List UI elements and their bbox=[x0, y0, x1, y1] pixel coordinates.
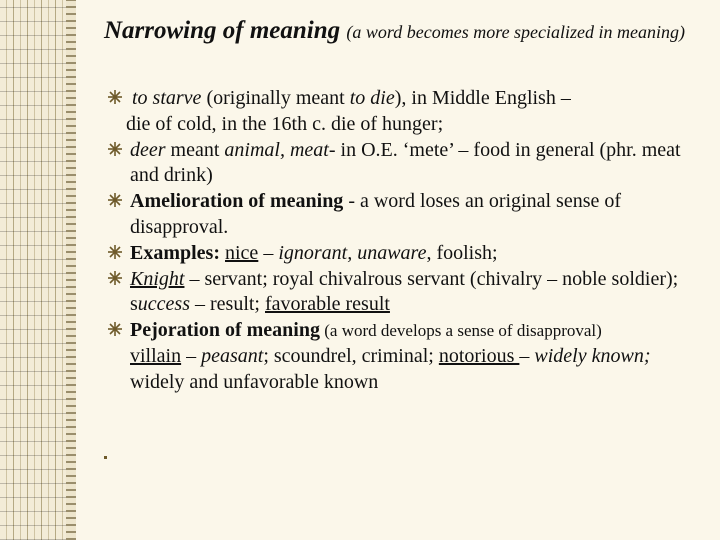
slide-title bbox=[104, 14, 704, 49]
asterisk-ornament-icon bbox=[108, 193, 122, 207]
list-item: Knight – servant; royal chivalrous servant (chivalry – noble soldier); success – result; favorable result bbox=[108, 267, 708, 319]
list-item: Amelioration of meaning - a word loses an original sense of disapproval. bbox=[108, 189, 708, 241]
stray-dot bbox=[104, 456, 107, 459]
title-main: Narrowing of meaning bbox=[104, 17, 341, 44]
bullet-list bbox=[108, 86, 708, 396]
asterisk-ornament-icon bbox=[108, 245, 122, 259]
title-note: (a word becomes more specialized in meaning) bbox=[346, 22, 686, 42]
decorative-border bbox=[0, 0, 76, 540]
asterisk-ornament-icon bbox=[108, 142, 122, 156]
list-item: Examples: nice – ignorant, unaware, foolish; bbox=[108, 241, 708, 267]
list-item: deer meant animal, meat- in O.E. ‘mete’ – food in general (phr. meat and drink) bbox=[108, 138, 708, 190]
list-item: Pejoration of meaning (a word develops a sense of disapproval) villain – peasant; scoundrel, criminal; notorious – widely known; widely and unfavorable known bbox=[108, 318, 708, 395]
asterisk-ornament-icon bbox=[108, 90, 122, 104]
list-item: to starve (originally meant to die), in Middle English – die of cold, in the 16th c. die of hunger; bbox=[108, 86, 708, 138]
asterisk-ornament-icon bbox=[108, 322, 122, 336]
asterisk-ornament-icon bbox=[108, 271, 122, 285]
